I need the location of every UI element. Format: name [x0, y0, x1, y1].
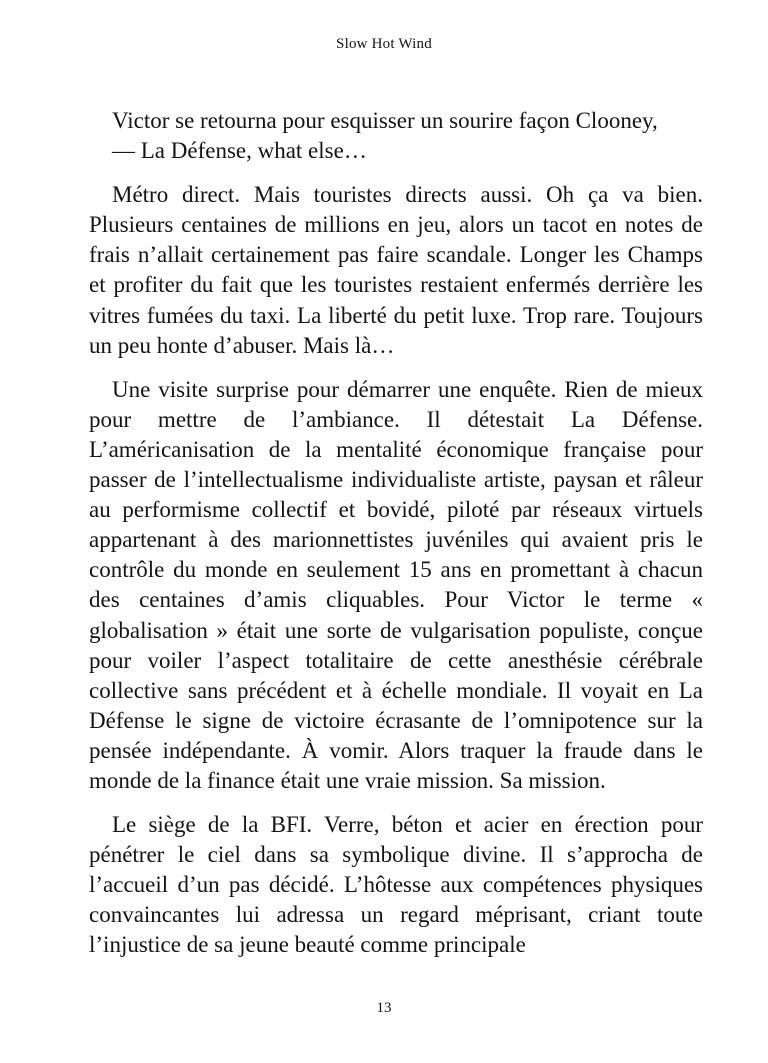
- paragraph-2: Métro direct. Mais touristes directs aussi. Oh ça va bien. Plusieurs centaines de millions en jeu, alors un tacot en notes de frais n’allait certainement pas faire scandale. Longer les Champs et profiter du fait que les touristes restaient enfermés derrière les vitres fumées du taxi. La liberté du petit luxe. Trop rare. Toujours un peu honte d’abuser. Mais là…: [89, 182, 703, 358]
- page-number: 13: [376, 1000, 392, 1016]
- paragraph-1-line-2: — La Défense, what else…: [112, 138, 367, 164]
- paragraph-1-line-1: Victor se retourna pour esquisser un sourire façon Clooney,: [112, 108, 658, 133]
- paragraph-1: [89, 106, 703, 166]
- paragraph-3: Une visite surprise pour démarrer une enquête. Rien de mieux pour mettre de l’ambiance. Il détestait La Défense. L’américanisation de la mentalité économique française pour passer de l’intellectualisme individualiste artiste, paysan et râleur au performisme collectif et bovidé, piloté par réseaux virtuels appartenant à des marionnettistes juvéniles qui avaient pris le contrôle du monde en seulement 15 ans en promettant à chacun des centaines d’amis cliquables. Pour Victor le terme « globalisation » était une sorte de vulgarisation populiste, conçue pour voiler l’aspect totalitaire de cette anesthésie cérébrale collective sans précédent et à échelle mondiale. Il voyait en La Défense le signe de victoire écrasante de l’omnipotence sur la pensée indépendante. À vomir. Alors traquer la fraude dans le monde de la finance était une vraie mission. Sa mission.: [89, 376, 703, 793]
- body-text: [89, 106, 703, 961]
- paragraph-4: Le siège de la BFI. Verre, béton et acier en érection pour pénétrer le ciel dans sa symbolique divine. Il s’approcha de l’accueil d’un pas décidé. L’hôtesse aux compétences physiques convaincantes lui adressa un regard méprisant, criant toute l’injustice de sa jeune beauté comme principale: [89, 812, 703, 958]
- running-title: Slow Hot Wind: [336, 36, 432, 52]
